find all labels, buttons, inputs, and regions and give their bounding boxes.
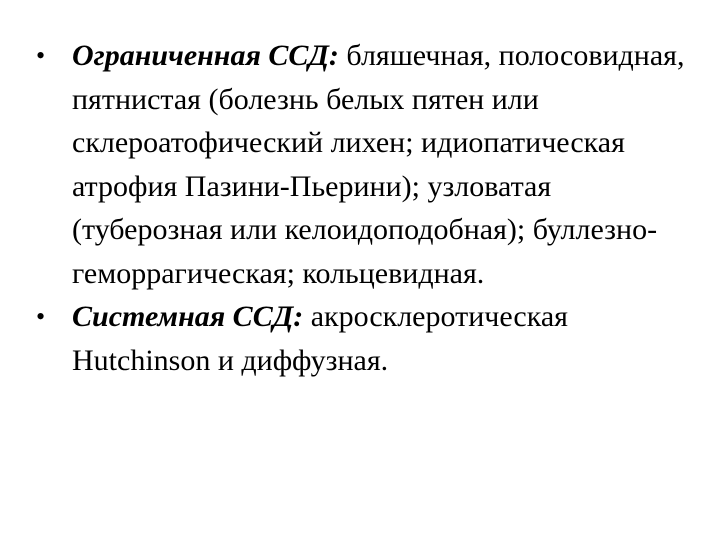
bullet-marker: • <box>36 41 46 70</box>
description-systemic-ssd: акросклеротическая Hutchinson и диффузная. <box>72 300 568 377</box>
description-limited-ssd: бляшечная, полосовидная, пятнистая (болезнь белых пятен или склероатофический лихен; идиопатическая атрофия Пазини-Пьерини); узловатая (туберозная или келоидоподобная); буллезно-геморрагическая; кольцевидная. <box>72 39 685 290</box>
term-limited-ssd: Ограниченная ССД: <box>72 39 339 72</box>
term-systemic-ssd: Системная ССД: <box>72 300 304 333</box>
bullet-list <box>36 34 686 382</box>
bullet-item-systemic-ssd <box>36 295 686 382</box>
bullet-item-limited-ssd <box>36 34 686 295</box>
bullet-marker: • <box>36 302 46 331</box>
